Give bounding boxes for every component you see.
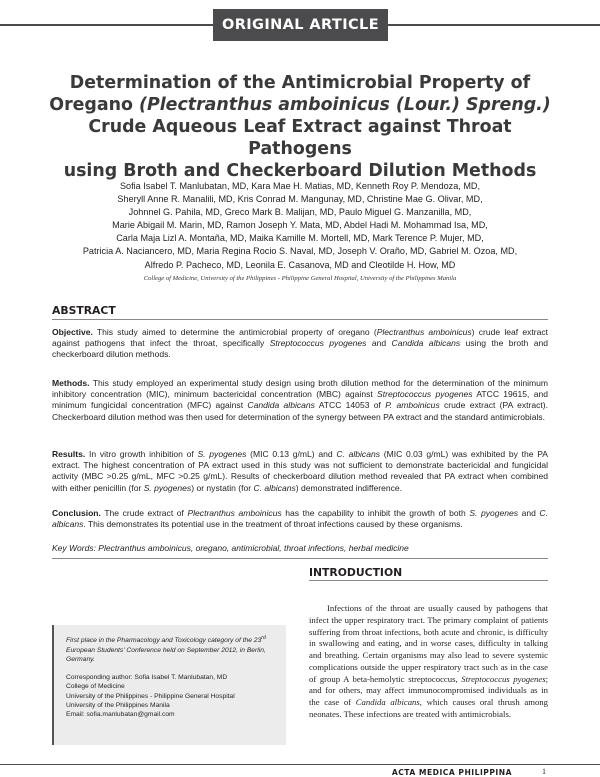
paper-title [40, 72, 560, 182]
author-line: Sheryll Anne R. Manalili, MD, Kris Conrad M. Mangunay, MD, Christine Mae G. Olivar, MD, [117, 194, 483, 205]
objective-text: and [366, 338, 392, 349]
author-line: Alfredo P. Pacheco, MD, Leonila E. Casanova, MD and Cleotilde H. How, MD [144, 259, 456, 270]
results-text: In vitro growth inhibition of [85, 449, 198, 459]
conclusion-species: S. pyogenes [469, 508, 519, 518]
page-number: 1 [542, 767, 546, 776]
conference-note-text: First place in the Pharmacology and Toxicology category of the 23 [66, 637, 262, 645]
conclusion-species: Plectranthus amboinicus [187, 508, 282, 518]
conclusion-text: The crude extract of [100, 508, 188, 518]
intro-species: Candida albicans [355, 697, 420, 707]
results-species: S. pyogenes [197, 449, 247, 459]
title-line-2-prefix: Oregano [49, 95, 140, 115]
conference-note-text: European Students' Conference held on September 2012, in Berlin, Germany. [66, 646, 266, 663]
article-type-label: ORIGINAL ARTICLE [221, 17, 380, 33]
abstract-methods [52, 378, 548, 423]
abstract-heading: ABSTRACT [52, 304, 116, 317]
abstract-conclusion [52, 508, 548, 530]
abstract-objective [52, 327, 548, 361]
journal-name: ACTA MEDICA PHILIPPINA [391, 768, 512, 777]
abstract-results [52, 449, 548, 494]
title-line-3: Crude Aqueous Leaf Extract against Throat Pathogens [88, 117, 512, 159]
results-species: C. albicans [253, 482, 296, 493]
conclusion-text: has the capability to inhibit the growth of both [281, 508, 470, 518]
results-species: C. albicans [336, 449, 380, 459]
article-type-banner [213, 9, 388, 41]
keywords: Key Words: Plectranthus amboinicus, oregano, antimicrobial, throat infections, herbal medicine [52, 543, 409, 553]
author-list [62, 180, 538, 272]
methods-species: P. amboinicus [385, 400, 440, 411]
intro-text: , which causes oral thrush among neonates. These infections are treated with antimicrobials. [309, 697, 548, 719]
methods-species: Candida albicans [247, 400, 315, 411]
methods-text: crude extract (PA extract). Checkerboard dilution method was then used for determination of the synergy between PA extract and the standard antimicrobials. [52, 400, 548, 422]
abstract-rule [52, 319, 548, 320]
introduction-heading: INTRODUCTION [309, 566, 403, 579]
intro-species: Streptococcus pyogenes [461, 673, 546, 684]
conclusion-label: Conclusion. [52, 508, 101, 518]
conclusion-species: C. albicans [52, 508, 548, 530]
keywords-rule [52, 558, 548, 559]
results-species: S. pyogenes [143, 482, 192, 493]
intro-text: Infections of the throat are usually caused by pathogens that infect the upper respiratory tract. The primary complaint of patients suffering from throat infections, both acute and chronic, is difficulty in swallowing and eating, and in worse cases, difficulty in talking and breathing. Certain organisms may also lead to severe systemic complications outside the upper respiratory tract such as in the case of group A beta-hemolytic streptococcus, [309, 603, 548, 684]
methods-text: ATCC 19615, and minimum fungicidal concentration (MFC) against [52, 389, 548, 411]
affiliation: College of Medicine, University of the Philippines - Philippine General Hospital, University of the Philippines Manila [143, 275, 457, 282]
corresponding-line: University of the Philippines - Philippine General Hospital [66, 692, 235, 700]
methods-species: Streptococcus pyogenes [377, 389, 473, 400]
author-line: Johnnel G. Pahila, MD, Greco Mark B. Malijan, MD, Paulo Miguel G. Manzanilla, MD, [128, 207, 472, 218]
title-line-1: Determination of the Antimicrobial Property of [69, 73, 531, 93]
title-line-4: using Broth and Checkerboard Dilution Methods [63, 161, 537, 181]
objective-species: Candida albicans [391, 338, 461, 349]
author-line: Carla Maja Lizl A. Montaña, MD, Maika Kamille M. Mortell, MD, Mark Terence P. Mujer, MD, [116, 233, 484, 244]
results-text: ) demonstrated indifference. [295, 482, 402, 493]
sidebar-text [66, 634, 276, 720]
conference-note-sup: rd [261, 635, 266, 641]
methods-text: This study employed an experimental study design using broth dilution method for the determination of the minimum inhibitory concentration (MIC), minimum bactericidal concentration (MBC) against [52, 378, 548, 400]
results-text: (MIC 0.03 g/mL) was exhibited by the PA extract. The highest concentration of PA extract used in this study was not sufficient to demonstrate bactericidal and fungicidal activity (MBC >0.25 g/mL, MFC >0.25 g/mL). Results of checkerboard dilution method revealed that PA extract when combined with either penicillin (for [52, 449, 549, 493]
objective-label: Objective. [52, 327, 93, 337]
conference-note [66, 634, 276, 664]
results-label: Results. [52, 449, 86, 459]
title-line-2 [40, 94, 560, 116]
objective-text: using the broth and checkerboard dilution methods. [52, 338, 548, 360]
introduction-body [309, 603, 548, 721]
corresponding-line: University of the Philippines Manila [66, 702, 170, 710]
conclusion-text: and [518, 508, 540, 518]
results-text: (MIC 0.13 g/mL) and [246, 449, 337, 459]
corresponding-email[interactable]: Email: sofia.manlubatan@gmail.com [66, 711, 175, 719]
author-line: Sofia Isabel T. Manlubatan, MD, Kara Mae H. Matias, MD, Kenneth Roy P. Mendoza, MD, [119, 181, 481, 191]
corresponding-line: Corresponding author: Sofia Isabel T. Manlubatan, MD [66, 674, 228, 682]
author-line: Marie Abigail M. Marin, MD, Ramon Joseph Y. Mata, MD, Abdel Hadi M. Mohammad Isa, MD, [112, 220, 488, 231]
introduction-rule [309, 580, 548, 581]
objective-species: Streptococcus pyogenes [269, 338, 367, 349]
conclusion-text: . This demonstrates its potential use in the treatment of throat infections caused by these organisms. [83, 519, 463, 530]
corresponding-line: College of Medicine [66, 683, 125, 691]
methods-text: ATCC 14053 of [314, 400, 386, 411]
title-line-2-italic: (Plectranthus amboinicus (Lour.) Spreng.) [139, 95, 551, 115]
intro-text: ; and for others, may affect immunocompromised individuals as in the case of [309, 673, 548, 707]
objective-species: Plectranthus amboinicus [376, 327, 472, 337]
results-text: ) or nystatin (for [191, 482, 254, 493]
footer-rule [0, 764, 600, 765]
author-line: Patricia A. Naciancero, MD, Maria Regina Rocio S. Naval, MD, Joseph V. Oraño, MD, Gabriel M. Ozoa, MD, [82, 246, 518, 257]
objective-text: ) crude leaf extract against pathogens that infect the throat, specifically [52, 327, 548, 349]
methods-label: Methods. [52, 378, 90, 388]
objective-text: This study aimed to determine the antimicrobial property of oregano ( [92, 327, 377, 337]
